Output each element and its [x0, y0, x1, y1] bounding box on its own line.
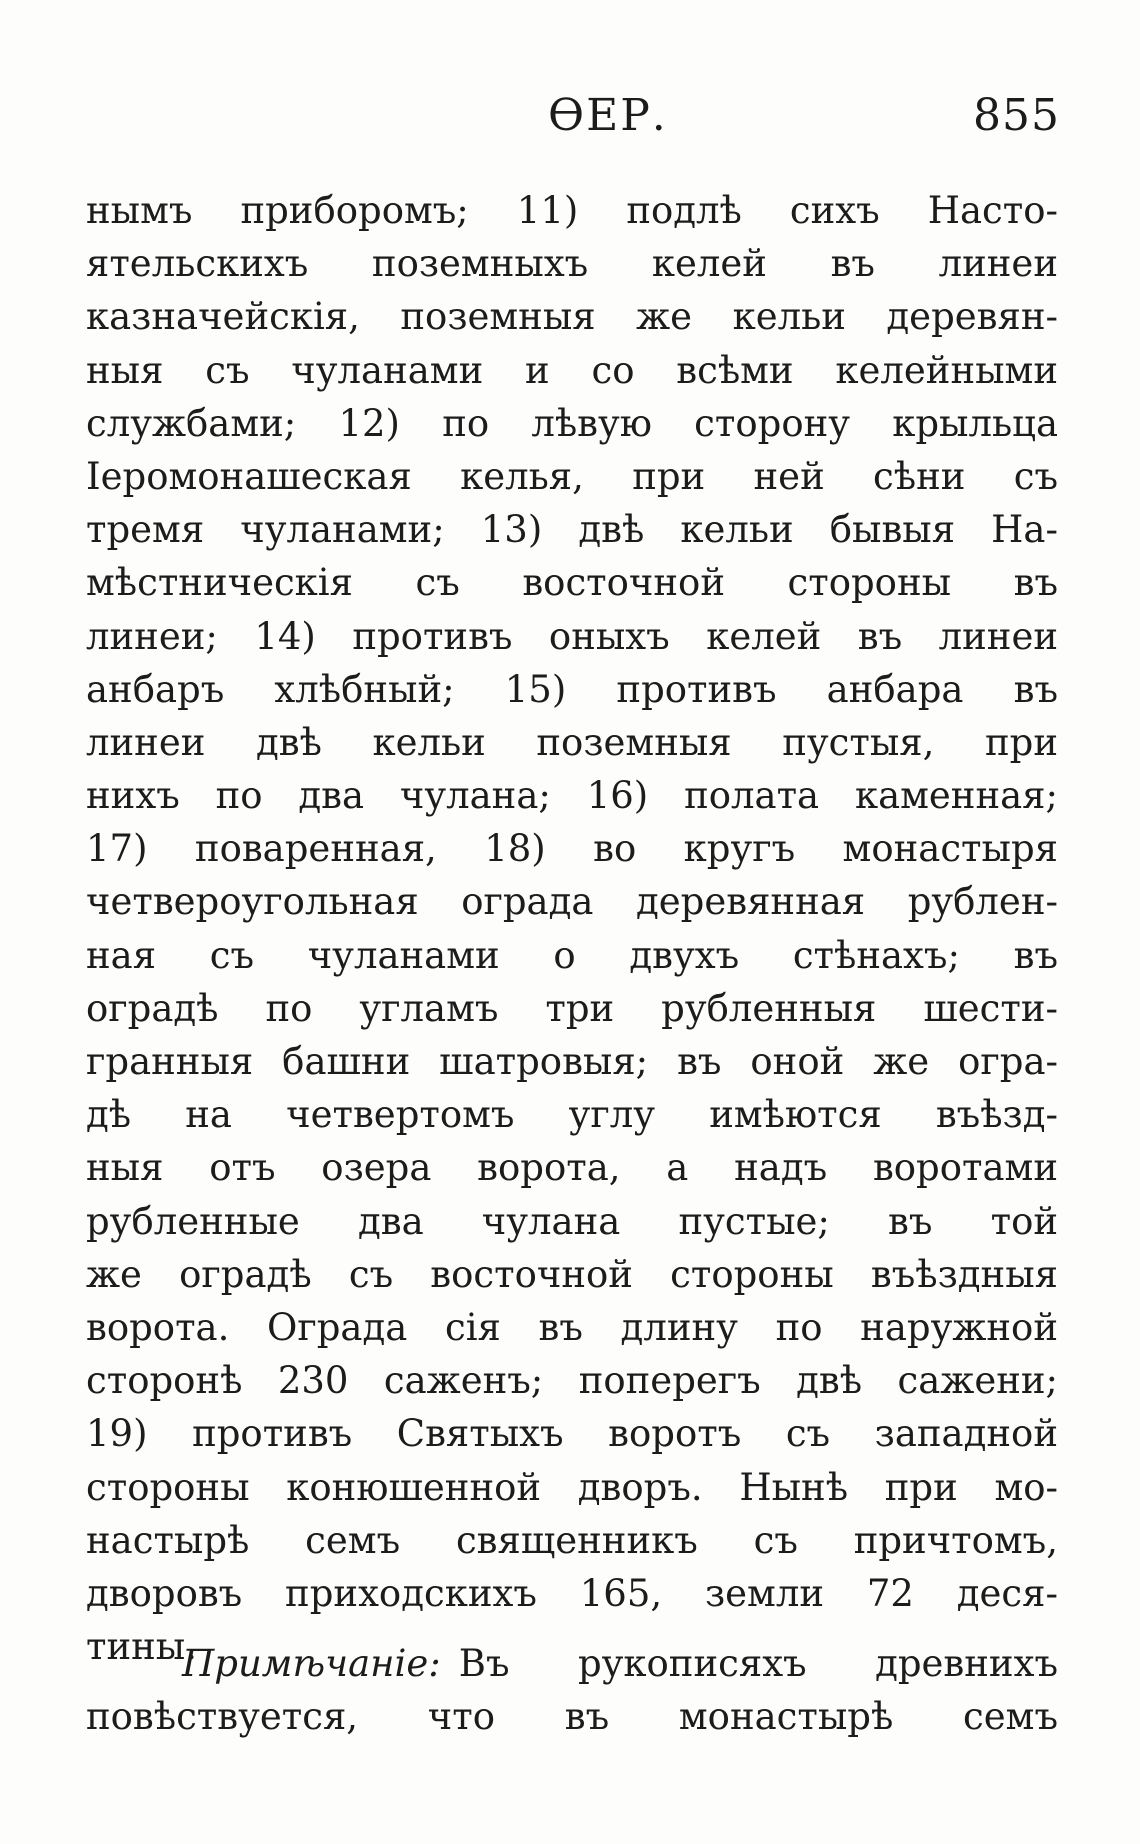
text-line: ная съ чуланами о двухъ стѣнахъ; въ	[86, 933, 1058, 977]
text-line: дѣ на четвертомъ углу имѣются въѣзд-	[86, 1093, 1058, 1137]
text-line: линеи двѣ кельи поземныя пустыя, при	[86, 720, 1058, 764]
note-first-line	[86, 1637, 1058, 1690]
text-line: нымъ приборомъ; 11) подлѣ сихъ Насто-	[86, 189, 1058, 232]
text-line: сторонѣ 230 саженъ; поперегъ двѣ сажени;	[86, 1359, 1058, 1403]
text-line: ятельскихъ поземныхъ келей въ линеи	[86, 242, 1058, 286]
text-line: ныя съ чуланами и со всѣми келейными	[86, 348, 1058, 392]
note-block	[86, 1637, 1058, 1743]
text-line: 17) поваренная, 18) во кругъ монастыря	[86, 827, 1058, 871]
text-line: ныя отъ озера ворота, а надъ воротами	[86, 1146, 1058, 1190]
text-line: же оградѣ съ восточной стороны въѣздныя	[86, 1252, 1058, 1296]
text-line: казначейскія, поземныя же кельи деревян-	[86, 295, 1058, 339]
page-number: 855	[973, 90, 1060, 141]
text-line: рубленные два чулана пустые; въ той	[86, 1199, 1058, 1243]
note-second-line	[86, 1690, 1058, 1743]
text-line: мѣстническія съ восточной стороны въ	[86, 561, 1058, 605]
text-line: дворовъ приходскихъ 165, земли 72 деся-	[86, 1571, 1058, 1615]
text-line: 19) противъ Святыхъ воротъ съ западной	[86, 1412, 1058, 1456]
text-line: стороны конюшенной дворъ. Нынѣ при мо-	[86, 1465, 1058, 1509]
text-line: службами; 12) по лѣвую сторону крыльца	[86, 401, 1058, 445]
text-line: гранныя башни шатровыя; въ оной же огра-	[86, 1040, 1058, 1083]
text-line: нихъ по два чулана; 16) полата каменная;	[86, 774, 1058, 818]
text-line: ворота. Ограда сія въ длину по наружной	[86, 1305, 1058, 1349]
note-label: Примѣчаніе:	[182, 1642, 441, 1685]
text-line: анбаръ хлѣбный; 15) противъ анбара въ	[86, 667, 1058, 711]
text-line: настырѣ семъ священникъ съ причтомъ,	[86, 1518, 1058, 1562]
note-text: Въ рукописяхъ древнихъ	[458, 1642, 1058, 1685]
running-head	[0, 90, 1140, 150]
note-text: повѣствуется, что въ монастырѣ семъ	[86, 1695, 1058, 1739]
text-line: тремя чуланами; 13) двѣ кельи бывыя На-	[86, 508, 1058, 552]
body-text	[86, 184, 1058, 1673]
text-line: тины.	[86, 1625, 197, 1669]
text-line: Іеромонашеская келья, при ней сѣни съ	[86, 454, 1058, 498]
text-line: линеи; 14) противъ оныхъ келей въ линеи	[86, 614, 1058, 658]
running-title: ѲЕР.	[548, 90, 668, 141]
text-line: четвероугольная ограда деревянная рублен-	[86, 880, 1058, 924]
text-line: оградѣ по угламъ три рубленныя шести-	[86, 986, 1058, 1030]
